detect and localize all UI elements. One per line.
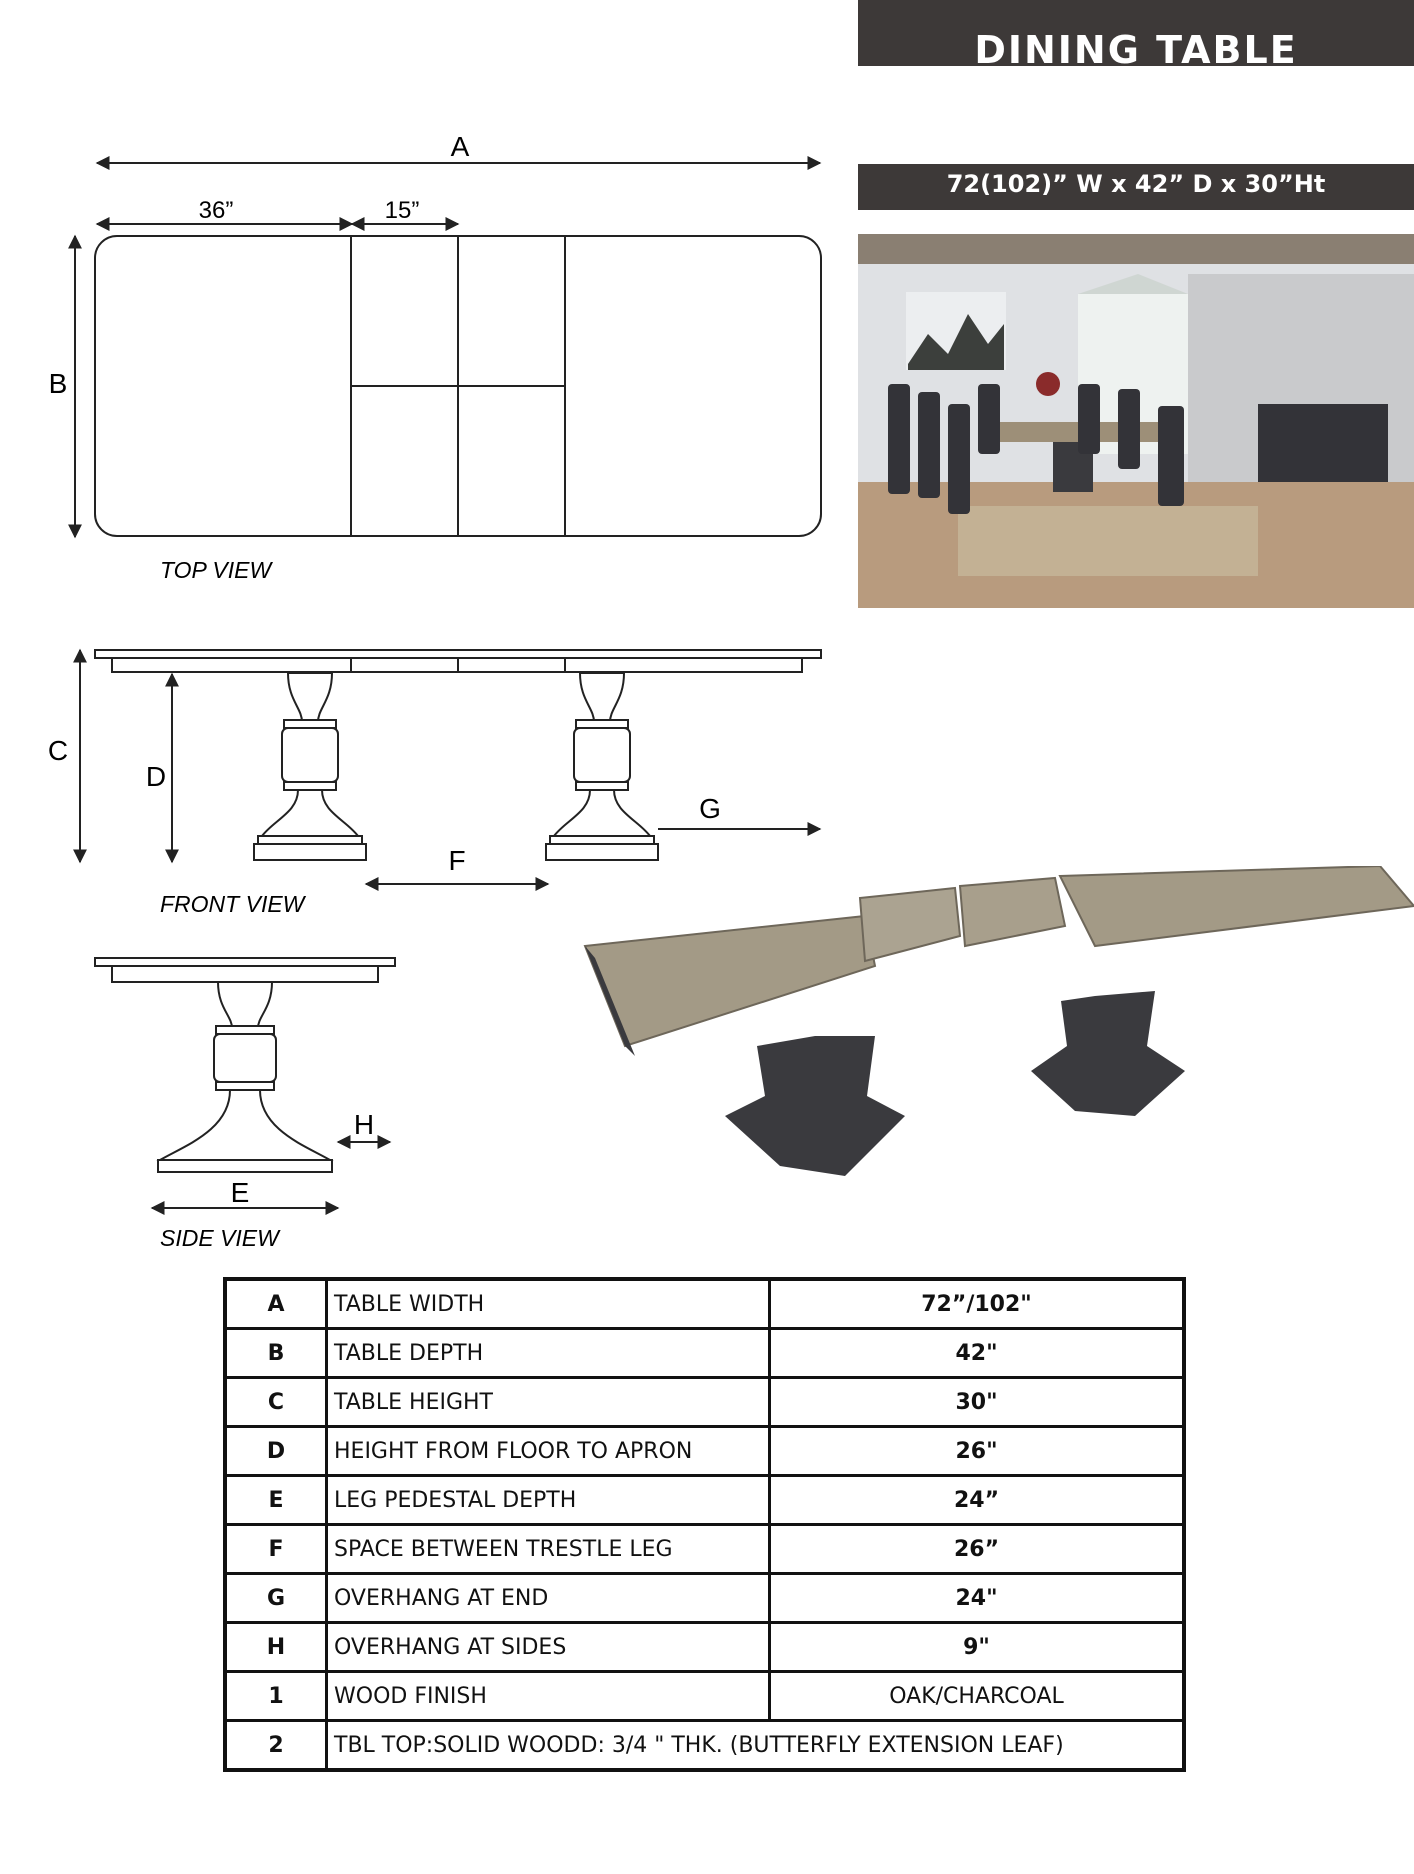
row-key: 1 — [225, 1672, 327, 1721]
label-f: F — [448, 845, 466, 876]
row-key: E — [225, 1476, 327, 1525]
overall-dimensions: 72(102)” W x 42” D x 30”Ht — [946, 170, 1326, 198]
label-b: B — [48, 368, 68, 399]
room-photo — [858, 234, 1414, 608]
row-value: 26” — [770, 1525, 1185, 1574]
table-row — [225, 1672, 1184, 1721]
page-title: DINING TABLE — [974, 28, 1298, 66]
table-row — [225, 1525, 1184, 1574]
row-label: TABLE WIDTH — [327, 1279, 770, 1329]
table-row — [225, 1623, 1184, 1672]
front-view-label: FRONT VIEW — [160, 891, 305, 917]
row-value: 24" — [770, 1574, 1185, 1623]
row-key: B — [225, 1329, 327, 1378]
row-value: 24” — [770, 1476, 1185, 1525]
dimensions-bar — [858, 164, 1414, 210]
row-label: OVERHANG AT SIDES — [327, 1623, 770, 1672]
row-key: A — [225, 1279, 327, 1329]
dim-15: 15” — [384, 197, 420, 224]
table-row — [225, 1427, 1184, 1476]
table-row — [225, 1329, 1184, 1378]
row-value: OAK/CHARCOAL — [770, 1672, 1185, 1721]
front-pedestal-left — [254, 673, 366, 860]
table-row-note — [225, 1721, 1184, 1771]
row-label: SPACE BETWEEN TRESTLE LEG — [327, 1525, 770, 1574]
table-row — [225, 1279, 1184, 1329]
row-value: 30" — [770, 1378, 1185, 1427]
label-a: A — [450, 131, 470, 162]
row-key: H — [225, 1623, 327, 1672]
side-view-label: SIDE VIEW — [160, 1225, 279, 1251]
row-value: 72”/102" — [770, 1279, 1185, 1329]
label-c: C — [47, 735, 69, 766]
row-note-text: TBL TOP:SOLID WOODD: 3/4 " THK. (BUTTERFLY EXTENSION LEAF) — [327, 1721, 1185, 1771]
front-pedestal-right — [546, 673, 658, 860]
row-label: OVERHANG AT END — [327, 1574, 770, 1623]
table-row — [225, 1476, 1184, 1525]
label-h: H — [353, 1109, 375, 1140]
dim-36: 36” — [198, 197, 234, 224]
page-title-bar — [858, 0, 1414, 66]
row-key: 2 — [225, 1721, 327, 1771]
label-d: D — [145, 761, 167, 792]
row-label: TABLE DEPTH — [327, 1329, 770, 1378]
row-label: WOOD FINISH — [327, 1672, 770, 1721]
extension-table-photo — [575, 866, 1414, 1226]
row-value: 26" — [770, 1427, 1185, 1476]
row-label: TABLE HEIGHT — [327, 1378, 770, 1427]
side-pedestal — [158, 982, 332, 1172]
row-label: HEIGHT FROM FLOOR TO APRON — [327, 1427, 770, 1476]
row-value: 42" — [770, 1329, 1185, 1378]
label-e: E — [230, 1177, 250, 1208]
row-key: F — [225, 1525, 327, 1574]
row-key: G — [225, 1574, 327, 1623]
table-row — [225, 1574, 1184, 1623]
row-value: 9" — [770, 1623, 1185, 1672]
label-g: G — [699, 793, 721, 824]
top-view-label: TOP VIEW — [160, 557, 272, 583]
row-label: LEG PEDESTAL DEPTH — [327, 1476, 770, 1525]
table-row — [225, 1378, 1184, 1427]
row-key: D — [225, 1427, 327, 1476]
row-key: C — [225, 1378, 327, 1427]
spec-table — [223, 1277, 1186, 1772]
